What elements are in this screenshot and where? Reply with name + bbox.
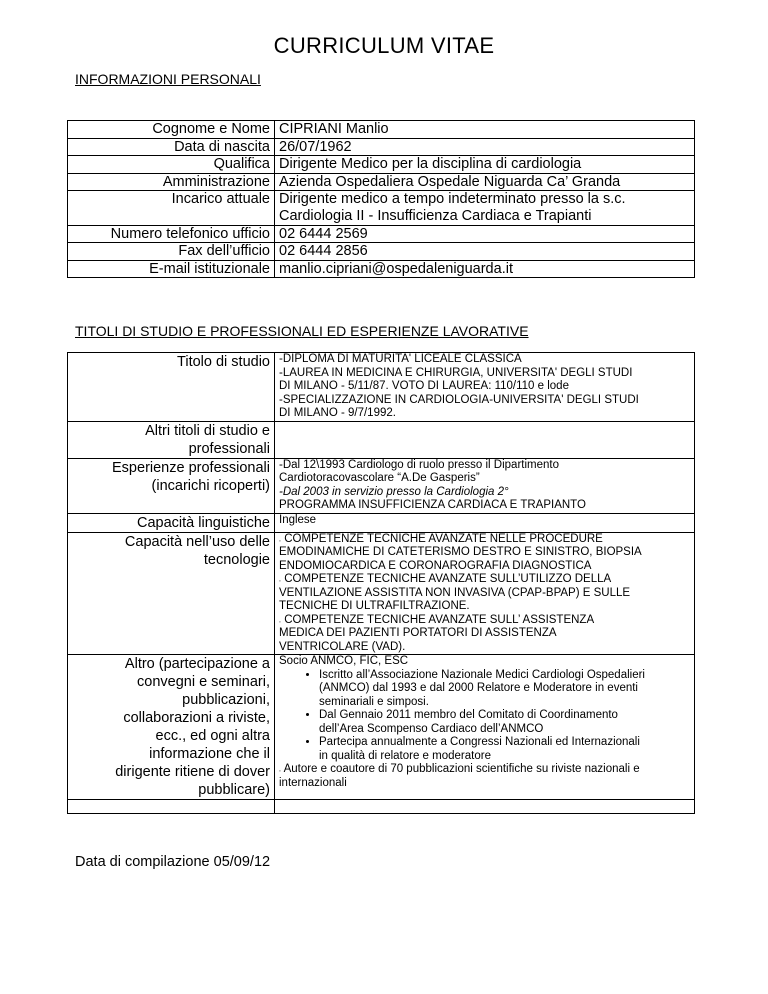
personal-value [275, 225, 695, 243]
table-row-titolo [68, 353, 695, 422]
list-item [319, 669, 690, 710]
personal-label: E-mail istituzionale [68, 260, 275, 278]
bullet-marker: ¸ [279, 576, 281, 582]
text-line: Dirigente medico a tempo indeterminato presso la s.c. [279, 191, 626, 208]
text-line: -Dal 2003 in servizio presso la Cardiologia 2° [279, 485, 509, 498]
text-line: Socio ANMCO, FIC, ESC [279, 655, 409, 667]
label-tecnologie [68, 532, 275, 655]
line-text: COMPETENZE TECNICHE AVANZATE NELLE PROCEDURE [284, 532, 603, 545]
value-altro [275, 655, 695, 800]
text-line: 26/07/1962 [279, 138, 352, 155]
table-row [68, 121, 695, 139]
text-line: VENTILAZIONE ASSISTITA NON INVASIVA (CPAP-BPAP) E SULLE [279, 586, 631, 599]
text-line: (ANMCO) dal 1993 e dal 2000 Relatore e Moderatore in eventi [319, 682, 638, 694]
text-line: EMODINAMICHE DI CATETERISMO DESTRO E SINISTRO, BIOPSIA [279, 546, 642, 558]
text-line: CIPRIANI Manlio [279, 121, 389, 137]
section-heading-personal: INFORMAZIONI PERSONALI [75, 71, 261, 87]
label-esperienze [68, 458, 275, 513]
label-line: convegni e seminari, [137, 674, 270, 690]
label-line: Altri titoli di studio e [145, 422, 270, 439]
personal-value [275, 243, 695, 261]
text-line: VENTRICOLARE (VAD). [279, 640, 406, 653]
label-lingue: Capacità linguistiche [68, 513, 275, 532]
table-row-empty [68, 800, 695, 814]
text-line: • Partecipa annualmente a Congressi Nazionali ed Internazionali [319, 736, 640, 748]
text-line: -DIPLOMA DI MATURITA' LICEALE CLASSICA [279, 353, 522, 365]
text-line: TECNICHE DI ULTRAFILTRAZIONE. [279, 600, 470, 612]
personal-label: Qualifica [68, 156, 275, 174]
table-row-lingue [68, 513, 695, 532]
value-lingue: Inglese [275, 513, 695, 532]
text-line: MEDICA DEI PAZIENTI PORTATORI DI ASSISTENZA [279, 627, 557, 639]
text-line: manlio.cipriani@ospedaleniguarda.it [279, 260, 513, 277]
bullet-marker: ¸ [279, 766, 281, 772]
section-heading-studies: TITOLI DI STUDIO E PROFESSIONALI ED ESPERIENZE LAVORATIVE [75, 323, 529, 339]
table-row [68, 173, 695, 191]
personal-value [275, 121, 695, 139]
text-line [279, 763, 690, 777]
personal-value [275, 156, 695, 174]
table-row-altro [68, 655, 695, 800]
label-line: collaborazioni a riviste, [123, 710, 270, 726]
label-line: professionali [188, 440, 270, 457]
line-text: COMPETENZE TECNICHE AVANZATE SULL’ ASSISTENZA [284, 613, 595, 626]
table-row [68, 225, 695, 243]
table-row-esperienze [68, 458, 695, 513]
personal-label: Data di nascita [68, 138, 275, 156]
label-line: (incarichi ricoperti) [151, 477, 270, 494]
value-altri [275, 421, 695, 458]
table-row [68, 260, 695, 278]
label-altro [68, 655, 275, 800]
text-line: 02 6444 2569 [279, 225, 368, 242]
text-line: in qualità di relatore e moderatore [319, 749, 491, 762]
list-item [319, 736, 690, 763]
label-line: pubblicare) [198, 782, 270, 798]
bullet-marker: ¸ [279, 535, 281, 542]
table-row-altri [68, 421, 695, 458]
text-line: Cardiologia II - Insufficienza Cardiaca e Trapianti [279, 207, 592, 224]
label-line: ecc., ed ogni altra [155, 728, 270, 744]
value-titolo [275, 353, 695, 422]
label-line: Esperienze professionali [112, 459, 270, 476]
label-line: Altro (partecipazione a [124, 656, 270, 672]
studies-table [67, 352, 695, 814]
text-line: 02 6444 2856 [279, 243, 368, 260]
personal-value [275, 173, 695, 191]
label-titolo: Titolo di studio [68, 353, 275, 422]
personal-label: Amministrazione [68, 173, 275, 191]
table-row [68, 156, 695, 174]
personal-value [275, 260, 695, 278]
label-line: Capacità nell’uso delle [124, 533, 270, 550]
bullet-list [279, 669, 690, 764]
text-line [279, 533, 690, 547]
personal-label: Incarico attuale [68, 191, 275, 225]
personal-label: Cognome e Nome [68, 121, 275, 139]
text-line: Azienda Ospedaliera Ospedale Niguarda Ca’ Granda [279, 173, 621, 190]
text-line: -SPECIALIZZAZIONE IN CARDIOLOGIA-UNIVERSITA' DEGLI STUDI [279, 393, 639, 406]
text-line: seminariali e simposi. [319, 695, 429, 708]
table-row-tecnologie [68, 532, 695, 655]
text-line: • Iscritto all’Associazione Nazionale Medici Cardiologi Ospedalieri [319, 668, 645, 681]
label-line: dirigente ritiene di dover [115, 764, 270, 780]
personal-info-table [67, 120, 695, 278]
text-line [279, 614, 690, 628]
label-altri [68, 421, 275, 458]
text-line: DI MILANO - 5/11/87. VOTO DI LAUREA: 110/110 e lode [279, 380, 569, 392]
text-line: -Dal 12\1993 Cardiologo di ruolo presso il Dipartimento [279, 458, 559, 471]
table-row [68, 138, 695, 156]
table-row [68, 191, 695, 225]
document-title: CURRICULUM VITAE [273, 33, 495, 58]
label-line: pubblicazioni, [182, 692, 270, 708]
list-item [319, 709, 690, 736]
personal-label: Fax dell’ufficio [68, 243, 275, 261]
text-line: -LAUREA IN MEDICINA E CHIRURGIA, UNIVERSITA' DEGLI STUDI [279, 366, 633, 379]
value-esperienze [275, 458, 695, 513]
text-line: Cardiotoracovascolare “A.De Gasperis” [279, 472, 480, 484]
empty-cell [68, 800, 275, 814]
personal-value [275, 138, 695, 156]
text-line: • Dal Gennaio 2011 membro del Comitato di Coordinamento [319, 709, 618, 721]
value-tecnologie [275, 532, 695, 655]
table-row [68, 243, 695, 261]
text-line: PROGRAMMA INSUFFICIENZA CARDIACA E TRAPIANTO [279, 499, 586, 511]
compilation-date: Data di compilazione 05/09/12 [75, 854, 271, 870]
text-line: ENDOMIOCARDICA E CORONAROGRAFIA DIAGNOSTICA [279, 559, 592, 572]
label-line: informazione che il [149, 746, 270, 762]
personal-value [275, 191, 695, 225]
text-line [279, 573, 690, 587]
line-text: COMPETENZE TECNICHE AVANZATE SULL’UTILIZZO DELLA [284, 573, 612, 585]
text-line: internazionali [279, 776, 347, 789]
bullet-marker: ¸ [279, 616, 281, 623]
personal-label: Numero telefonico ufficio [68, 225, 275, 243]
label-line: tecnologie [203, 551, 270, 568]
line-text: Autore e coautore di 70 pubblicazioni scientifiche su riviste nazionali e [283, 763, 640, 775]
text-line: Dirigente Medico per la disciplina di cardiologia [279, 156, 582, 173]
empty-cell [275, 800, 695, 814]
text-line: DI MILANO - 9/7/1992. [279, 407, 396, 419]
text-line: dell’Area Scompenso Cardiaco dell’ANMCO [319, 722, 544, 735]
